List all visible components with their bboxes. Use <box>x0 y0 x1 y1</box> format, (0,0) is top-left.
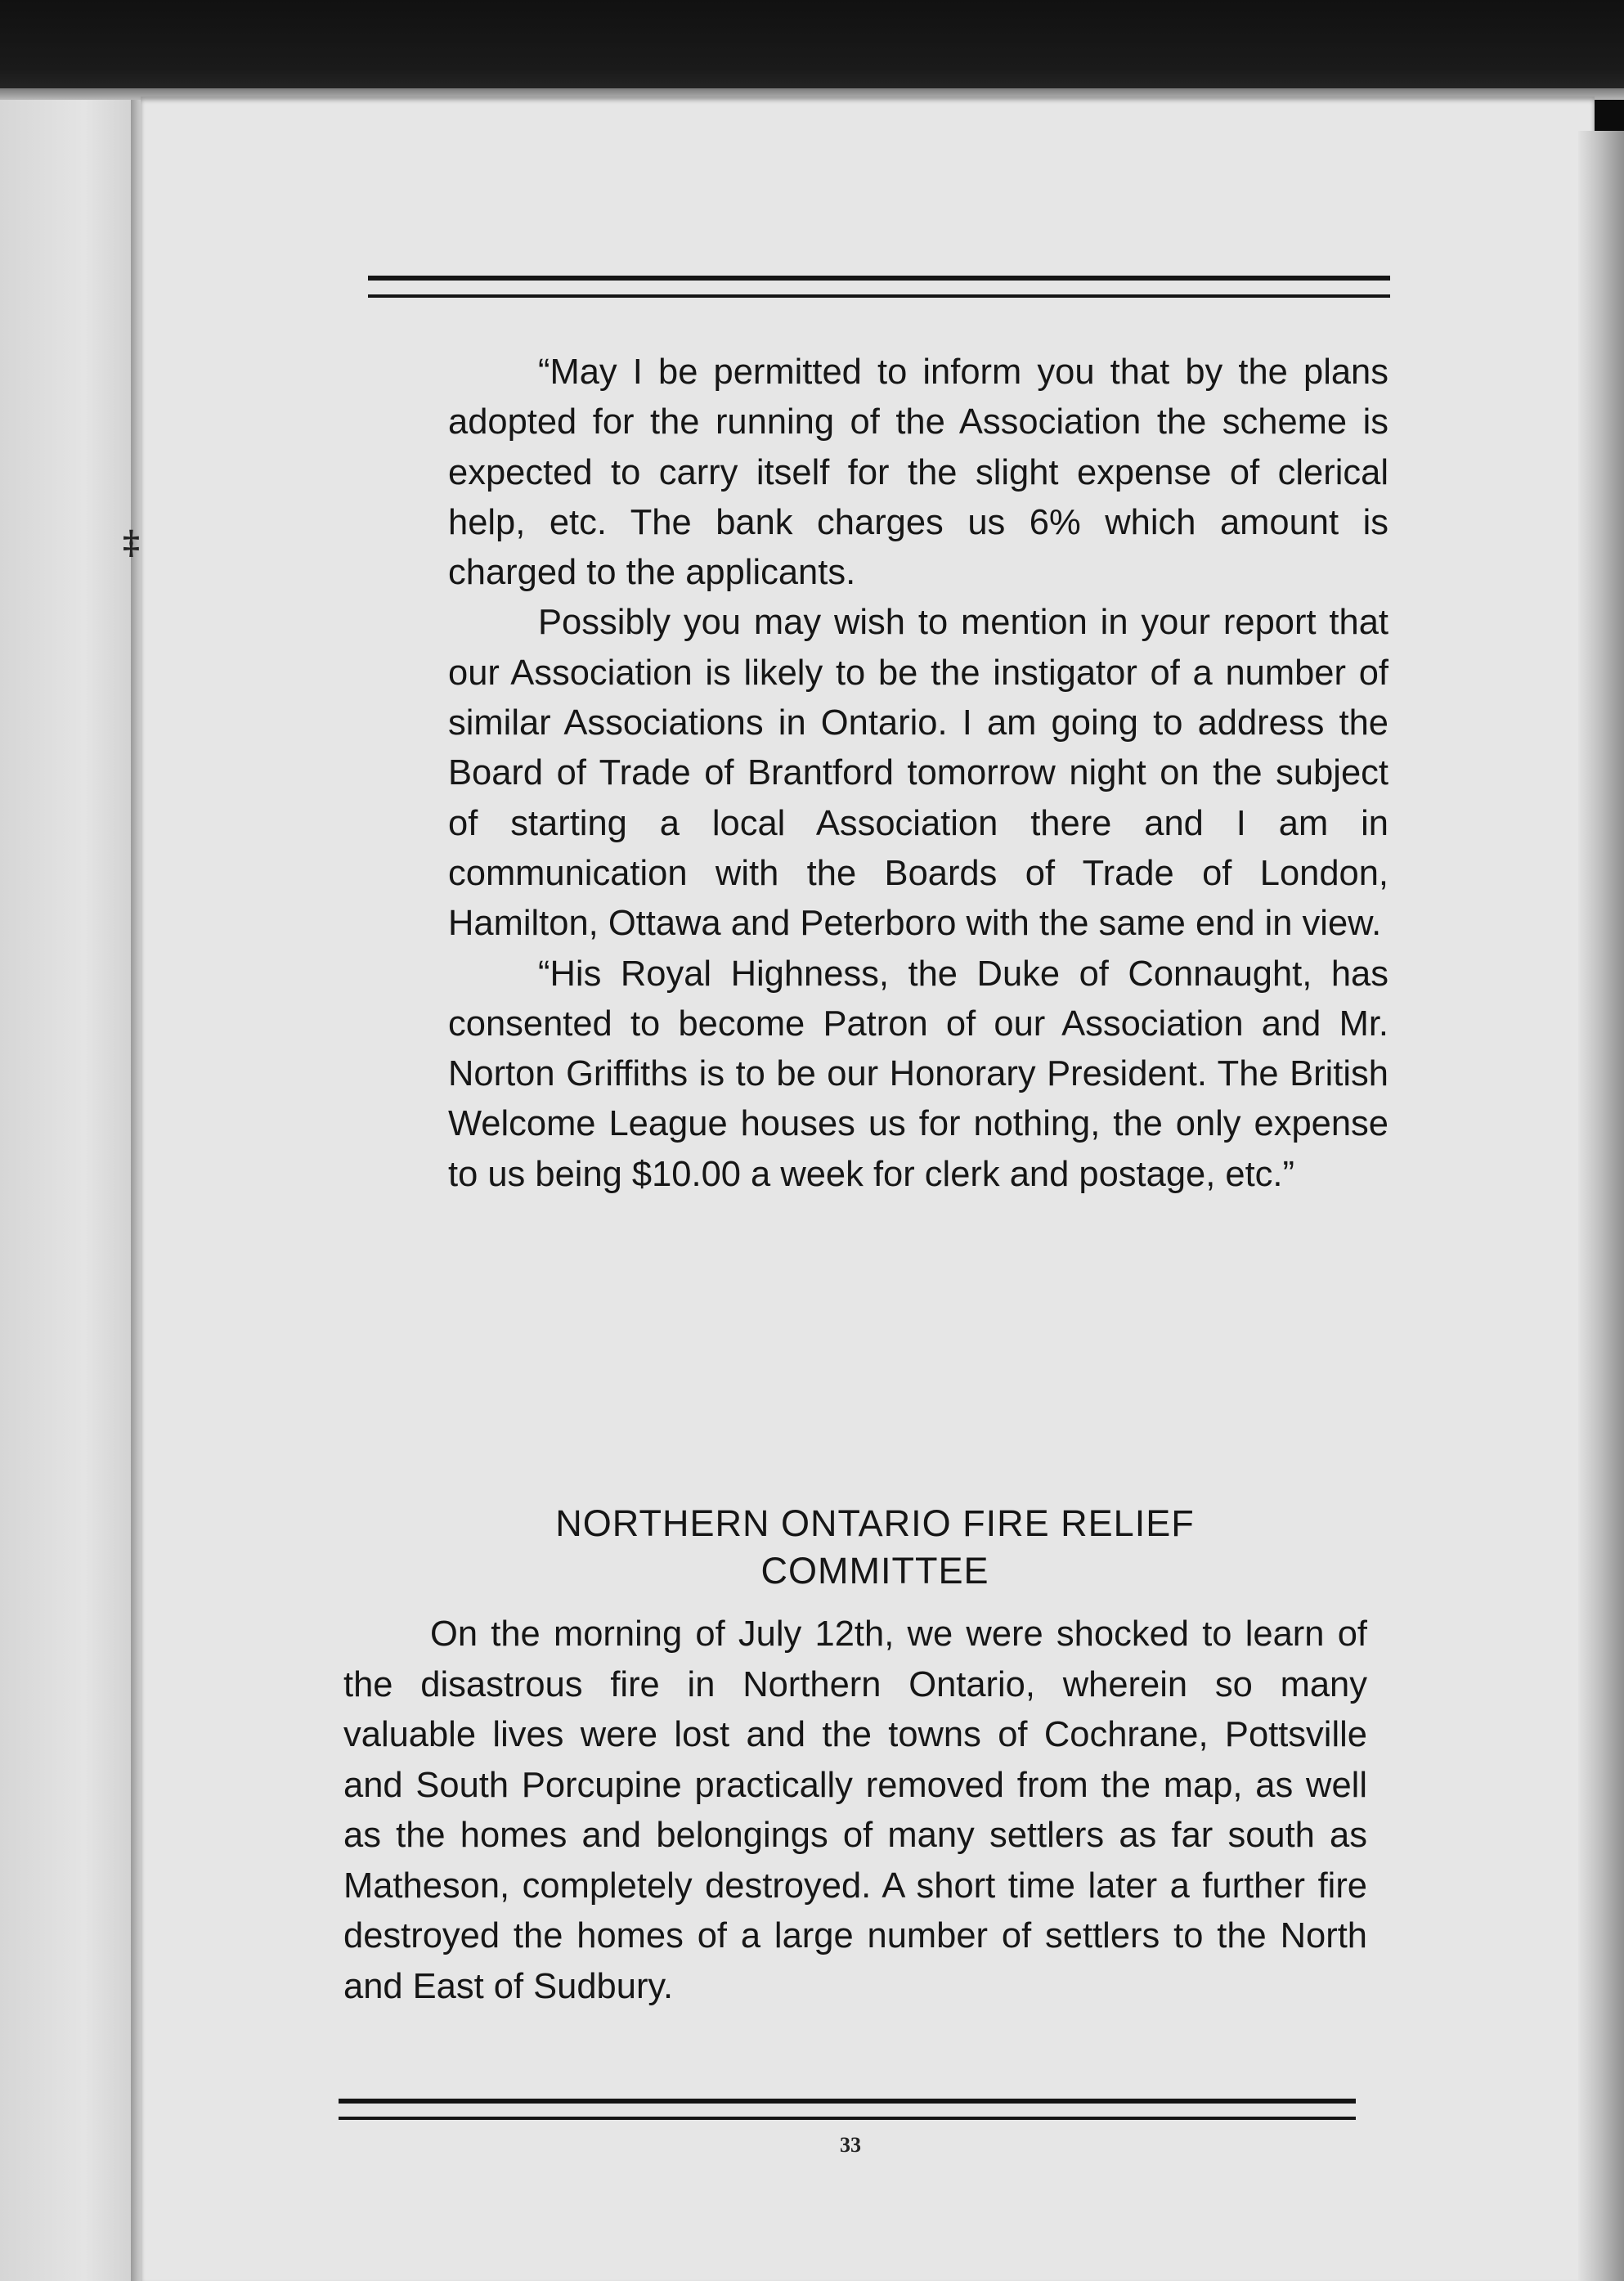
bottom-rule-thin <box>339 2117 1356 2120</box>
top-rule-thick <box>368 276 1390 281</box>
paragraph-2: Possibly you may wish to mention in your report that our Association is likely to be the instigator of a number of similar Associations in Ontario. I am going to address the Board of Trade of Brantford tomorrow night on the subject of starting a local Association there and I am in communication with the Boards of Trade of London, Hamilton, Ottawa and Peterboro with the same end in view. <box>448 603 1388 944</box>
page-number: 33 <box>840 2133 861 2157</box>
section-paragraph: On the morning of July 12th, we were shocked to learn of the disastrous fire in Northern Ontario, wherein so many valuable lives were lost and the towns of Cochrane, Pottsville and South Porcupine practically removed from the map, as well as the homes and belongings of many settlers as far south as Matheson, completely destroyed. A short time later a further fire destroyed the homes of a large number of settlers to the North and East of Sudbury. <box>343 1614 1367 2006</box>
bottom-rule-thick <box>339 2099 1356 2104</box>
facing-page-edge <box>0 92 141 2281</box>
page-right-edge <box>1578 131 1624 2281</box>
letter-text <box>448 348 1388 1200</box>
paragraph-3: “His Royal Highness, the Duke of Connaught, has consented to become Patron of our Association and Mr. Norton Griffiths is to be our Honorary President. The British Welcome League houses us for nothing, the only expense to us being $10.00 a week for clerk and postage, etc.” <box>448 954 1388 1194</box>
section-text <box>343 1610 1367 2012</box>
scan-background-top <box>0 0 1624 98</box>
paragraph-1: “May I be permitted to inform you that by the plans adopted for the running of the Association the scheme is expected to carry itself for the slight expense of clerical help, etc. The bank charges us 6% which amount is charged to the applicants. <box>448 352 1388 593</box>
top-rule-thin <box>368 294 1390 298</box>
margin-mark: ‡ <box>123 523 140 562</box>
section-heading <box>352 1500 1398 1595</box>
heading-line-1: NORTHERN ONTARIO FIRE RELIEF <box>555 1502 1195 1544</box>
heading-line-2: COMMITTEE <box>760 1550 989 1592</box>
